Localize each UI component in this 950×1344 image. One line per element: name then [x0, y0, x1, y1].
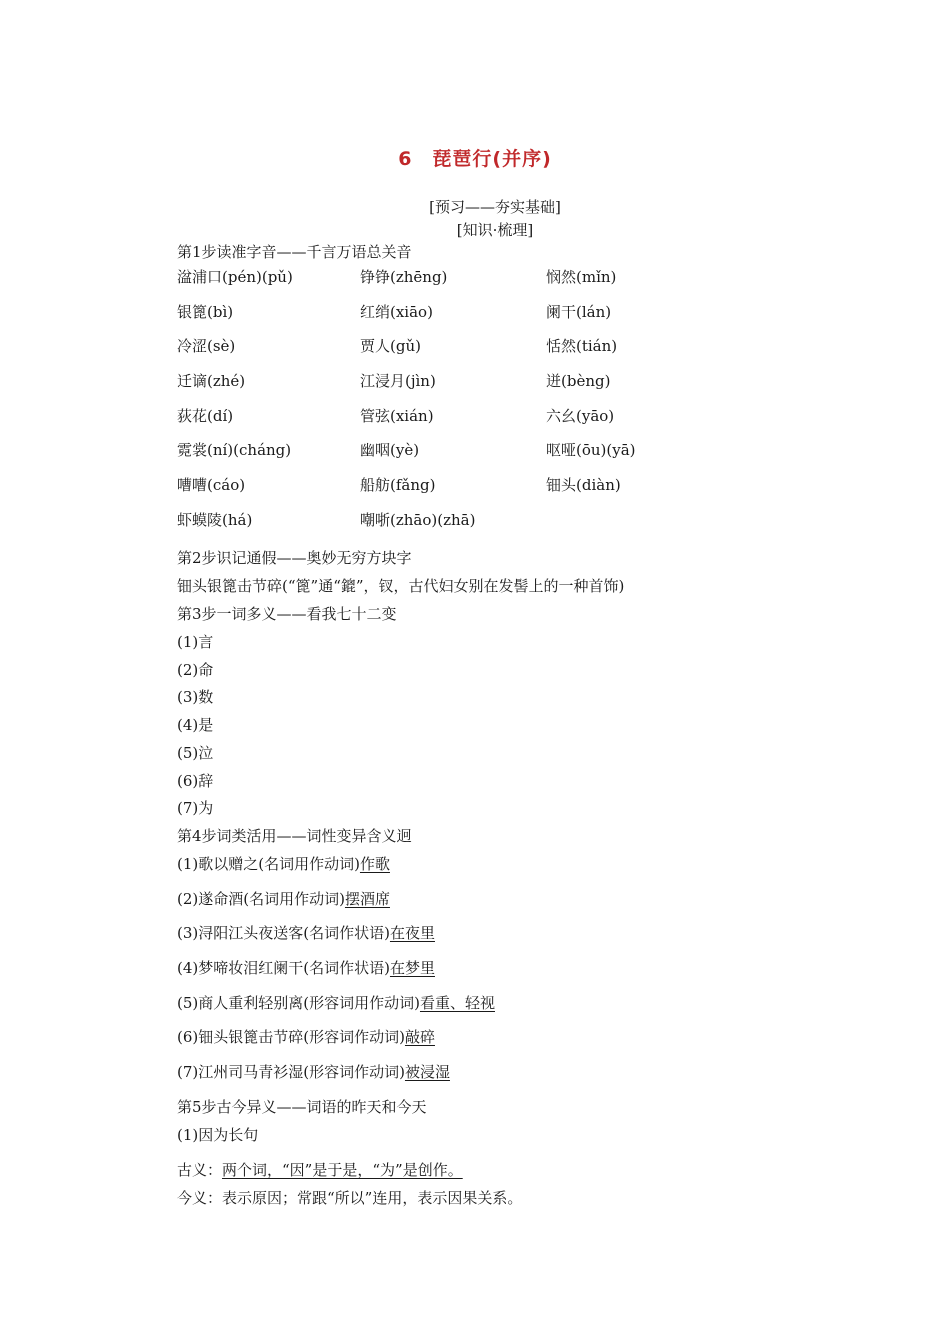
pronunciation-row — [177, 301, 697, 336]
pronunciation-item: 迁谪(zhé) — [177, 372, 246, 391]
step4-item-answer: 敲碎 — [404, 1028, 435, 1046]
pronunciation-item: 江浸月(jìn) — [360, 372, 436, 391]
step4-item — [177, 957, 435, 978]
step5-heading: 第5步古今异义——词语的昨天和今天 — [177, 1098, 427, 1116]
step4-item-answer: 作歌 — [359, 855, 390, 873]
pronunciation-item: 嘈嘈(cáo) — [177, 476, 246, 495]
section-header-preview: [预习——夯实基础] — [429, 198, 561, 216]
step3-item: (6)辞 — [177, 772, 214, 790]
pronunciation-item: 铮铮(zhēng) — [360, 268, 448, 286]
step3-heading: 第3步一词多义——看我七十二变 — [177, 605, 397, 623]
pronunciation-item: 银篦(bì) — [177, 302, 234, 321]
step2-text: 钿头银篦击节碎(“篦”通“鎞”，钗，古代妇女别在发髻上的一种首饰) — [177, 577, 625, 595]
pronunciation-item: 荻花(dí) — [177, 406, 234, 425]
step5-modern: 今义：表示原因；常跟“所以”连用，表示因果关系。 — [177, 1189, 523, 1207]
step3-item: (7)为 — [177, 799, 214, 817]
pronunciation-item: 恬然(tián) — [546, 337, 618, 356]
step3-item: (2)命 — [177, 661, 214, 679]
step4-heading: 第4步词类活用——词性变异含义迥 — [177, 827, 412, 845]
step4-item-answer: 看重、轻视 — [419, 994, 495, 1012]
pronunciation-row — [177, 370, 697, 405]
pronunciation-item: 湓浦口(pén)(pǔ) — [177, 268, 293, 286]
pronunciation-item: 红绡(xiāo) — [360, 302, 433, 321]
pronunciation-row — [177, 405, 697, 440]
step2-heading: 第2步识记通假——奥妙无穷方块字 — [177, 549, 412, 567]
pronunciation-row — [177, 509, 697, 544]
step4-item — [177, 888, 390, 909]
pronunciation-item: 迸(bèng) — [546, 372, 611, 391]
pronunciation-row — [177, 335, 697, 370]
pronunciation-item: 冷涩(sè) — [177, 337, 236, 356]
pronunciation-row — [177, 474, 697, 509]
step5-item: (1)因为长句 — [177, 1126, 259, 1144]
pronunciation-item: 船舫(fǎng) — [360, 476, 436, 495]
pronunciation-item: 钿头(diàn) — [546, 476, 621, 495]
step4-item-prefix: (6)钿头银篦击节碎(形容词作动词) — [177, 1028, 405, 1046]
pronunciation-item: 悯然(mǐn) — [546, 268, 617, 286]
pronunciation-item: 阑干(lán) — [546, 302, 612, 321]
pronunciation-item: 呕哑(ōu)(yā) — [546, 441, 636, 460]
section-header-knowledge: [知识·梳理] — [456, 221, 534, 239]
step1-heading: 第1步读准字音——千言万语总关音 — [177, 243, 412, 261]
pronunciation-item: 贾人(gǔ) — [360, 337, 421, 356]
ancient-answer: 两个词，“因”是于是，“为”是创作。 — [222, 1161, 463, 1179]
step4-item-answer: 被浸湿 — [404, 1063, 450, 1081]
step4-item — [177, 853, 390, 874]
page-title: 6 琵琶行(并序) — [398, 148, 552, 170]
pronunciation-item: 管弦(xián) — [360, 406, 434, 425]
step4-item — [177, 992, 495, 1013]
step4-item — [177, 922, 435, 943]
step3-item: (1)言 — [177, 633, 214, 651]
ancient-label: 古义： — [177, 1161, 223, 1179]
pronunciation-row — [177, 266, 697, 301]
pronunciation-grid — [177, 266, 697, 544]
pronunciation-row — [177, 439, 697, 474]
pronunciation-item: 虾蟆陵(há) — [177, 510, 253, 529]
step4-item-answer: 在梦里 — [389, 959, 435, 977]
step3-item: (5)泣 — [177, 744, 214, 762]
step4-item-prefix: (3)浔阳江头夜送客(名词作状语) — [177, 924, 390, 942]
step3-item: (4)是 — [177, 716, 214, 734]
step4-item-prefix: (4)梦啼妆泪红阑干(名词作状语) — [177, 959, 390, 977]
step4-item-prefix: (1)歌以赠之(名词用作动词) — [177, 855, 360, 873]
step4-item-answer: 在夜里 — [389, 924, 435, 942]
step4-item-prefix: (2)遂命酒(名词用作动词) — [177, 890, 345, 908]
pronunciation-item: 六幺(yāo) — [546, 406, 615, 425]
pronunciation-item: 霓裳(ní)(cháng) — [177, 441, 292, 460]
step4-item-prefix: (7)江州司马青衫湿(形容词作动词) — [177, 1063, 405, 1081]
pronunciation-item: 嘲哳(zhāo)(zhā) — [360, 510, 476, 529]
step4-item-answer: 摆酒席 — [344, 890, 390, 908]
step5-ancient — [177, 1159, 463, 1180]
pronunciation-item: 幽咽(yè) — [360, 441, 420, 460]
step4-item-prefix: (5)商人重利轻别离(形容词用作动词) — [177, 994, 420, 1012]
step3-item: (3)数 — [177, 688, 214, 706]
step4-item — [177, 1061, 450, 1082]
step4-item — [177, 1026, 435, 1047]
